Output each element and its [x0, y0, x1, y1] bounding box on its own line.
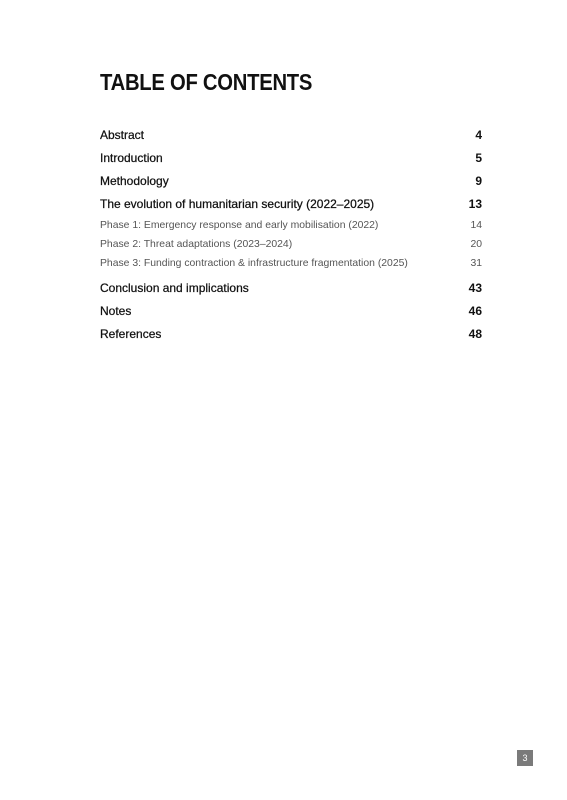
toc-entry-page: 4 — [475, 128, 482, 142]
toc-entry-label: Abstract — [100, 128, 145, 142]
toc-entry-abstract[interactable] — [100, 124, 482, 147]
toc-entry-page: 31 — [470, 258, 482, 269]
toc-entry-page: 46 — [468, 304, 482, 318]
toc-subentry-phase-1[interactable] — [100, 216, 482, 235]
toc-entry-label: Methodology — [100, 174, 169, 188]
toc-entry-label: Introduction — [100, 151, 163, 165]
toc-entry-page: 5 — [475, 151, 482, 165]
table-of-contents — [100, 124, 482, 346]
toc-entry-page: 9 — [475, 174, 482, 188]
page-number-badge: 3 — [517, 750, 533, 766]
toc-entry-introduction[interactable] — [100, 147, 482, 170]
toc-entry-page: 43 — [468, 281, 482, 295]
toc-entry-label: Phase 3: Funding contraction & infrastructure fragmentation (2025) — [100, 258, 408, 269]
toc-subentry-phase-3[interactable] — [100, 254, 482, 273]
page-title: TABLE OF CONTENTS — [100, 69, 313, 95]
toc-entry-methodology[interactable] — [100, 170, 482, 193]
toc-entry-label: The evolution of humanitarian security (2022–2025) — [100, 197, 375, 211]
toc-entry-label: References — [100, 327, 162, 341]
toc-entry-notes[interactable] — [100, 300, 482, 323]
toc-entry-label: Conclusion and implications — [100, 281, 249, 295]
toc-entry-label: Phase 1: Emergency response and early mobilisation (2022) — [100, 220, 379, 231]
toc-entry-references[interactable] — [100, 323, 482, 346]
toc-entry-label: Notes — [100, 304, 132, 318]
toc-entry-page: 14 — [470, 220, 482, 231]
toc-entry-page: 48 — [468, 327, 482, 341]
toc-entry-page: 20 — [470, 239, 482, 250]
toc-entry-page: 13 — [468, 197, 482, 211]
toc-subentry-phase-2[interactable] — [100, 235, 482, 254]
toc-entry-evolution[interactable] — [100, 193, 482, 216]
toc-entry-conclusion[interactable] — [100, 277, 482, 300]
toc-entry-label: Phase 2: Threat adaptations (2023–2024) — [100, 239, 293, 250]
